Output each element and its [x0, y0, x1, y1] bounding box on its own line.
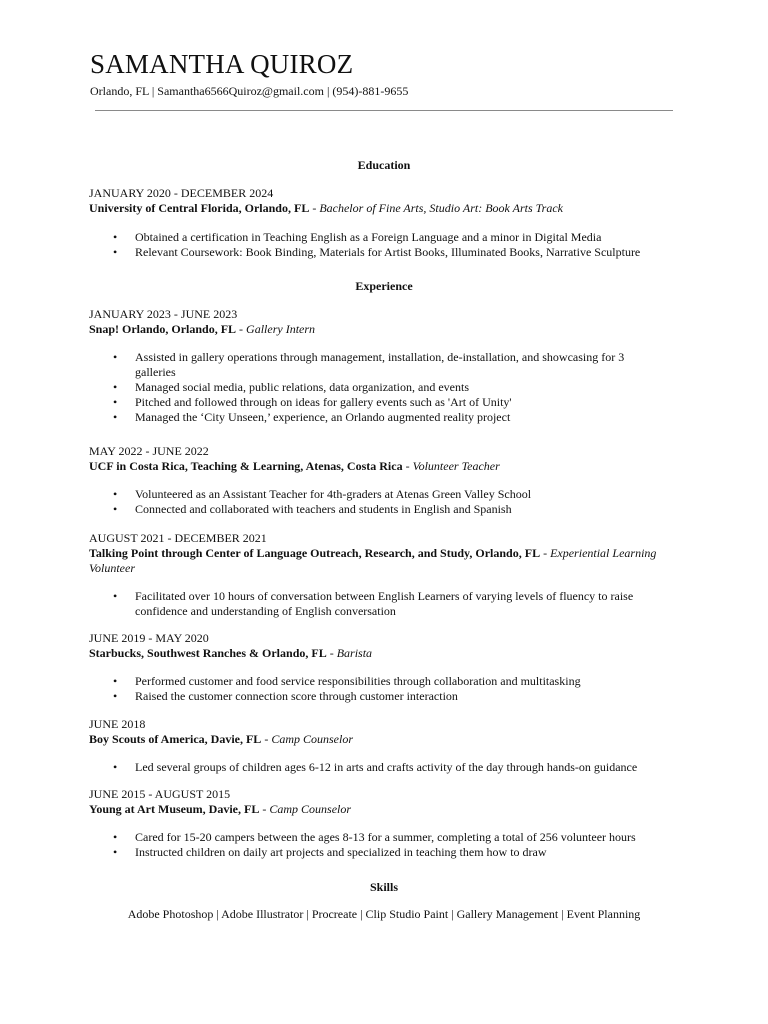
- education-entry: [89, 186, 679, 216]
- entry-role: Experiential Learning Volunteer: [89, 546, 657, 575]
- section-title-education: Education: [357, 158, 411, 172]
- experience-entry: [89, 444, 679, 474]
- list-item: • Managed social media, public relations, data organization, and events: [113, 380, 661, 395]
- experience-bullets: [113, 830, 673, 860]
- entry-organization: University of Central Florida, Orlando, FL: [89, 201, 310, 215]
- list-item: • Led several groups of children ages 6-12 in arts and crafts activity of the day through hands-on guidance: [113, 760, 673, 775]
- entry-separator: -: [236, 322, 247, 336]
- entry-date: MAY 2022 - JUNE 2022: [89, 444, 209, 458]
- entry-separator: -: [402, 459, 413, 473]
- list-item: • Pitched and followed through on ideas for gallery events such as 'Art of Unity': [113, 395, 661, 410]
- entry-organization: Boy Scouts of America, Davie, FL: [89, 732, 262, 746]
- entry-separator: -: [540, 546, 551, 560]
- entry-role: Bachelor of Fine Arts, Studio Art: Book Arts Track: [319, 201, 563, 215]
- list-item: • Obtained a certification in Teaching English as a Foreign Language and a minor in Digital Media: [113, 230, 673, 245]
- candidate-name: SAMANTHA QUIROZ: [90, 49, 354, 79]
- entry-organization: Snap! Orlando, Orlando, FL: [89, 322, 237, 336]
- experience-bullets: [113, 487, 673, 517]
- list-item: • Managed the ‘City Unseen,’ experience, an Orlando augmented reality project: [113, 410, 661, 425]
- entry-separator: -: [309, 201, 320, 215]
- list-item: • Assisted in gallery operations through management, installation, de-installation, and showcasing for 3 galleries: [113, 350, 661, 380]
- list-item: • Facilitated over 10 hours of conversation between English Learners of varying levels of fluency to raise confidence and understanding of English conversation: [113, 589, 663, 619]
- list-item: • Cared for 15-20 campers between the ages 8-13 for a summer, completing a total of 256 volunteer hours: [113, 830, 673, 845]
- list-item: • Relevant Coursework: Book Binding, Materials for Artist Books, Illuminated Books, Narrative Sculpture: [113, 245, 673, 260]
- list-item: • Volunteered as an Assistant Teacher for 4th-graders at Atenas Green Valley School: [113, 487, 673, 502]
- experience-entry: [89, 717, 679, 747]
- entry-date: AUGUST 2021 - DECEMBER 2021: [89, 531, 267, 545]
- entry-separator: -: [259, 802, 270, 816]
- entry-role: Volunteer Teacher: [412, 459, 500, 473]
- list-item: • Instructed children on daily art projects and specialized in teaching them how to draw: [113, 845, 673, 860]
- entry-organization: UCF in Costa Rica, Teaching & Learning, Atenas, Costa Rica: [89, 459, 403, 473]
- education-bullets: [113, 230, 673, 260]
- section-title-skills: Skills: [369, 880, 399, 894]
- experience-entry: [89, 787, 679, 817]
- entry-separator: -: [326, 646, 337, 660]
- entry-date: JUNE 2015 - AUGUST 2015: [89, 787, 231, 801]
- list-item: • Performed customer and food service responsibilities through collaboration and multitasking: [113, 674, 673, 689]
- experience-entry: [89, 307, 679, 337]
- entry-date: JANUARY 2020 - DECEMBER 2024: [89, 186, 274, 200]
- entry-role: Gallery Intern: [246, 322, 316, 336]
- experience-bullets: [113, 760, 673, 775]
- entry-role: Barista: [336, 646, 373, 660]
- entry-separator: -: [261, 732, 272, 746]
- experience-entry: [89, 631, 679, 661]
- header-divider: [95, 110, 673, 111]
- entry-date: JANUARY 2023 - JUNE 2023: [89, 307, 238, 321]
- experience-bullets: [113, 350, 661, 425]
- entry-role: Camp Counselor: [271, 732, 353, 746]
- entry-organization: Talking Point through Center of Language Outreach, Research, and Study, Orlando, FL: [89, 546, 541, 560]
- entry-date: JUNE 2019 - MAY 2020: [89, 631, 209, 645]
- section-title-experience: Experience: [355, 279, 413, 293]
- list-item: • Connected and collaborated with teachers and students in English and Spanish: [113, 502, 673, 517]
- entry-date: JUNE 2018: [89, 717, 146, 731]
- experience-entry: [89, 531, 659, 576]
- experience-bullets: [113, 589, 663, 619]
- list-item: • Raised the customer connection score through customer interaction: [113, 689, 673, 704]
- experience-bullets: [113, 674, 673, 704]
- contact-line: Orlando, FL | Samantha6566Quiroz@gmail.com | (954)-881-9655: [90, 84, 409, 98]
- entry-organization: Starbucks, Southwest Ranches & Orlando, FL: [89, 646, 327, 660]
- entry-organization: Young at Art Museum, Davie, FL: [89, 802, 260, 816]
- entry-role: Camp Counselor: [269, 802, 352, 816]
- skills-list: Adobe Photoshop | Adobe Illustrator | Procreate | Clip Studio Paint | Gallery Management | Event Planning: [127, 907, 641, 921]
